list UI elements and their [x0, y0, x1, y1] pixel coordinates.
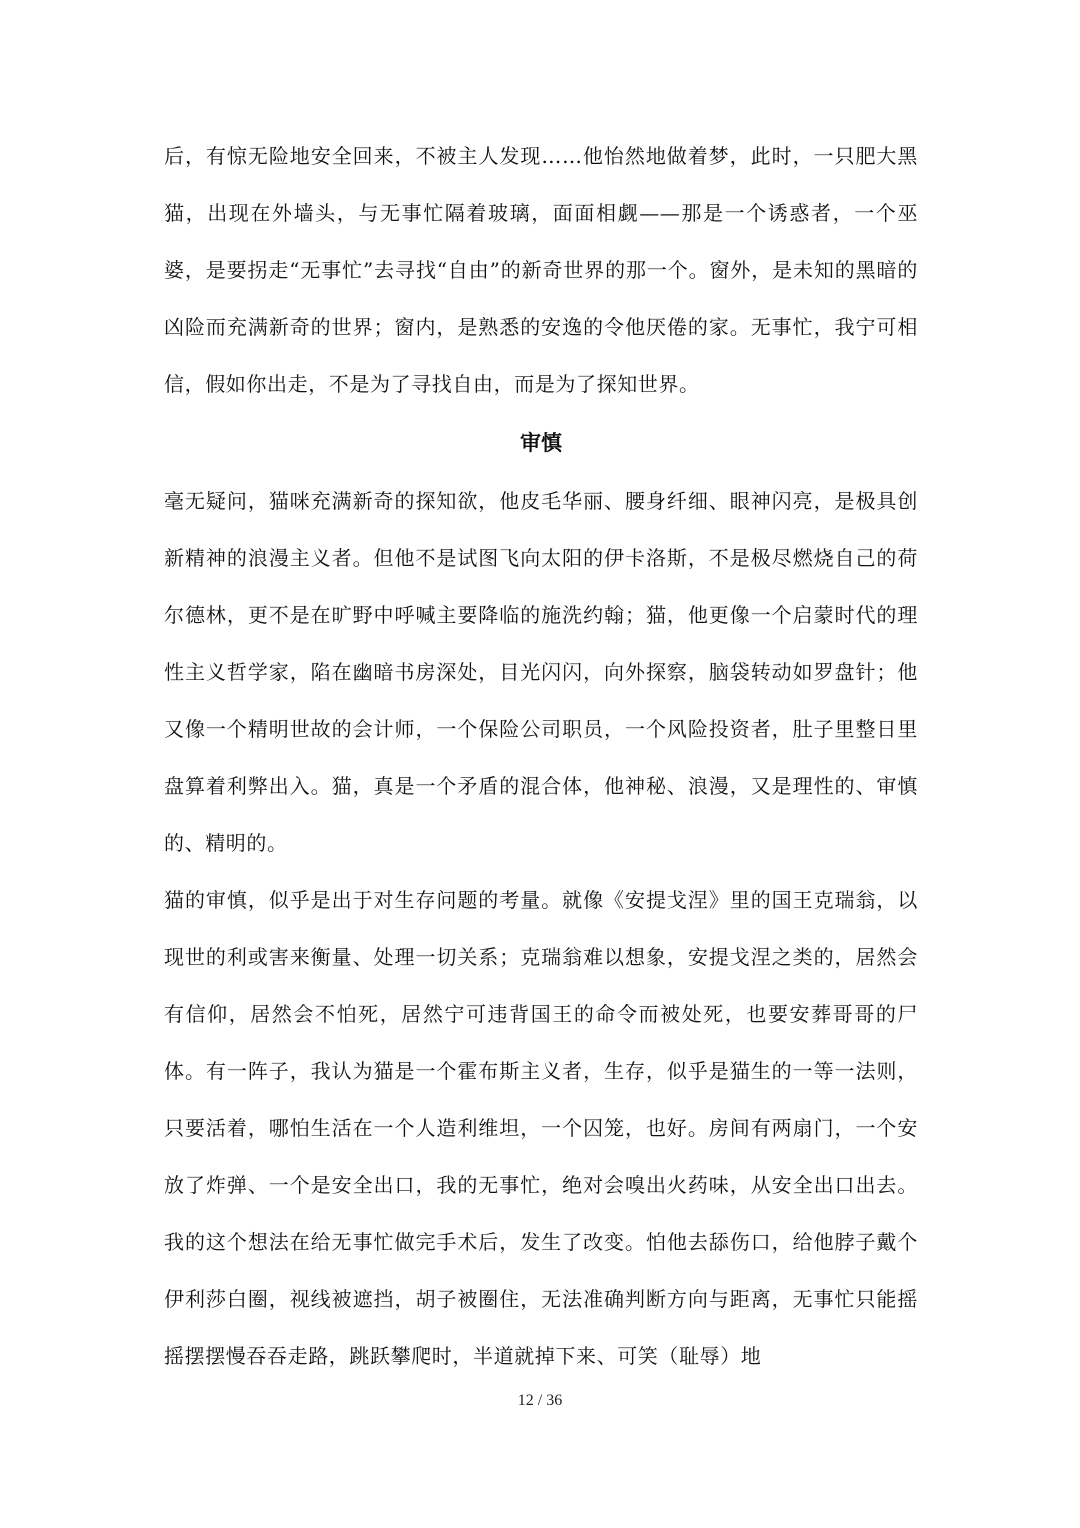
paragraph: 后，有惊无险地安全回来，不被主人发现……他怡然地做着梦，此时，一只肥大黑猫，出现在外墙头，与无事忙隔着玻璃，面面相觑——那是一个诱惑者，一个巫婆，是要拐走“无事忙”去寻找“自由”的新奇世界的那一个。窗外，是未知的黑暗的凶险而充满新奇的世界；窗内，是熟悉的安逸的令他厌倦的家。无事忙，我宁可相信，假如你出走，不是为了寻找自由，而是为了探知世界。 [164, 144, 918, 396]
paragraph: 猫的审慎，似乎是出于对生存问题的考量。就像《安提戈涅》里的国王克瑞翁，以现世的利或害来衡量、处理一切关系；克瑞翁难以想象，安提戈涅之类的，居然会有信仰，居然会不怕死，居然宁可违背国王的命令而被处死，也要安葬哥哥的尸体。有一阵子，我认为猫是一个霍布斯主义者，生存，似乎是猫生的一等一法则，只要活着，哪怕生活在一个人造利维坦，一个囚笼，也好。房间有两扇门，一个安放了炸弹、一个是安全出口，我的无事忙，绝对会嗅出火药味，从安全出口出去。我的这个想法在给无事忙做完手术后，发生了改变。怕他去舔伤口，给他脖子戴个伊利莎白圈，视线被遮挡，胡子被圈住，无法准确判断方向与距离，无事忙只能摇摇摆摆慢吞吞走路，跳跃攀爬时，半道就掉下来、可笑（耻辱）地 [164, 888, 918, 1368]
page-number: 12 / 36 [517, 1392, 563, 1409]
section-heading: 审慎 [520, 430, 562, 455]
page-content [164, 128, 918, 1385]
paragraph: 毫无疑问，猫咪充满新奇的探知欲，他皮毛华丽、腰身纤细、眼神闪亮，是极具创新精神的浪漫主义者。但他不是试图飞向太阳的伊卡洛斯，不是极尽燃烧自己的荷尔德林，更不是在旷野中呼喊主要降临的施洗约翰；猫，他更像一个启蒙时代的理性主义哲学家，陷在幽暗书房深处，目光闪闪，向外探察，脑袋转动如罗盘针；他又像一个精明世故的会计师，一个保险公司职员，一个风险投资者，肚子里整日里盘算着利弊出入。猫，真是一个矛盾的混合体，他神秘、浪漫，又是理性的、审慎的、精明的。 [164, 489, 918, 855]
